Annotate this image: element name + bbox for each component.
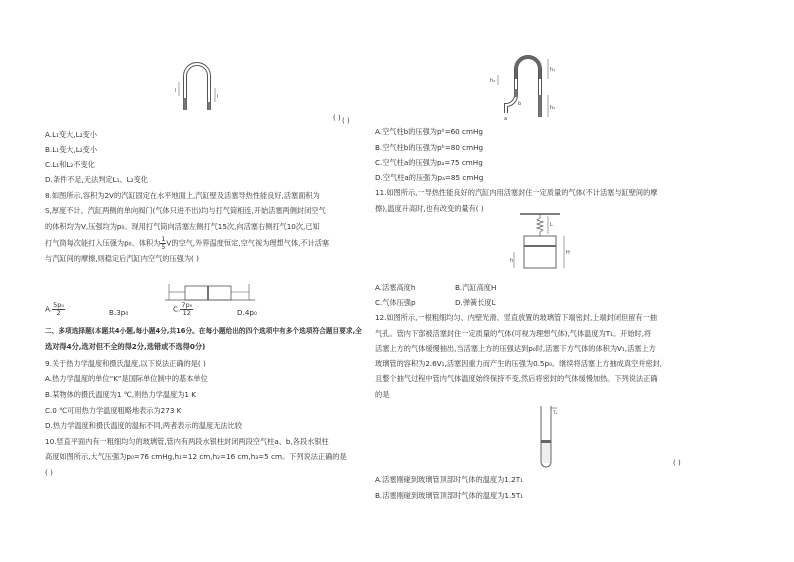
q12-line-5: 且整个抽气过程中管内气体温度始终保持不变,然后将密封的气体缓慢加热。下列说法正确 <box>375 374 658 383</box>
q8-option-c-frac <box>180 302 193 317</box>
u-tube-figure <box>175 62 235 112</box>
q8-frac-tail: V <box>166 238 172 248</box>
label-l2: l <box>217 94 219 100</box>
label-h2: h₂ <box>550 105 556 111</box>
glass-tube-figure <box>490 55 570 125</box>
q12-option-a: A.活塞刚碰到玻璃管顶部时气体的温度为1.2T₁ <box>375 475 523 484</box>
q10-line-1: 10.竖直平面内有一粗细均匀的玻璃管,管内有两段水银柱封闭两段空气柱a、b,各段水银柱 <box>45 437 329 446</box>
q7-option-d: D.条件不足,无法判定L₁、L₂变化 <box>45 175 148 184</box>
q9-stem: 9.关于热力学温度和摄氏温度,以下说法正确的是( ) <box>45 359 206 368</box>
label-h3: h₃ <box>490 78 496 84</box>
q12-line-6: 的是 <box>375 390 390 399</box>
q10-option-a: A.空气柱b的压强为pᵇ=60 cmHg <box>375 127 483 136</box>
q8-option-b: B.3p₀ <box>109 308 129 317</box>
q8-option-c-num: 7p₀ <box>181 301 193 309</box>
q8-option-a-num: 5p₀ <box>53 301 64 309</box>
q8-line-4-head: 打气筒每次能打入压强为p₀、体积为 <box>45 238 161 248</box>
q8-line-4 <box>45 236 329 251</box>
q8-option-c-den: 12 <box>182 309 191 317</box>
q8-option-a-label: A. <box>45 304 53 314</box>
q7-answer-paren: ( ) <box>342 117 350 125</box>
q8-option-a-frac <box>52 302 65 317</box>
q8-line-4-tail: 的空气,外界温度恒定,空气视为理想气体,不计活塞 <box>171 238 330 248</box>
label-h1: h₁ <box>550 67 556 73</box>
q9-option-c: C.0 ℃可用热力学温度粗略地表示为273 K <box>45 406 182 415</box>
q12-line-4: 玻璃管的容积为2.6V₁,活塞因重力而产生的压强为0.5p₀。继续将活塞上方抽成真空并密封, <box>375 359 663 368</box>
q8-option-a-den: 2 <box>56 309 61 317</box>
q11-option-a: A.活塞高度h <box>375 283 416 292</box>
q11-option-d: D.弹簧长度L <box>455 298 496 307</box>
q8-options <box>45 302 65 317</box>
q7-option-a: A.L₁变大,L₂变小 <box>45 130 97 139</box>
section2-line-2: 选对得4分,选对但不全的得2分,选错或不选得0分) <box>45 342 206 351</box>
q8-line-1: 8.如图所示,容积为2V的汽缸固定在水平地面上,汽缸壁及活塞导热性能良好,活塞面积为 <box>45 191 320 200</box>
q9-option-b: B.某物体的摄氏温度为1 ℃,则热力学温度为1 K <box>45 390 197 399</box>
q10-option-b: B.空气柱b的压强为pᵇ=80 cmHg <box>375 143 484 152</box>
q8-frac-den: 5 <box>161 243 166 251</box>
test-tube-figure <box>533 404 563 470</box>
label-T: T₁ <box>553 411 558 416</box>
label-h: h <box>510 258 514 264</box>
q12-line-1: 12.如图所示,一根粗细均匀、内壁光滑、竖直放置的玻璃管下端密封,上端封闭但留有一抽 <box>375 313 657 322</box>
q7-option-b: B.L₁变大,L₂变小 <box>45 145 98 154</box>
q8-option-c <box>173 302 193 317</box>
q8-option-d: D.4p₀ <box>237 308 257 317</box>
q11-option-c: C.气体压强p <box>375 298 416 307</box>
q8-option-c-label: C. <box>173 304 181 314</box>
q12-line-2: 气孔。管内下部被活塞封住一定质量的气体(可视为理想气体),气体温度为T₁。开始时,将 <box>375 329 652 338</box>
q8-frac-num: 1 <box>161 235 166 243</box>
q8-line-2: S,厚度不计。汽缸两侧的单向阀门(气体只进不出)均与打气筒相连,开始活塞两侧封闭空气 <box>45 206 326 215</box>
q11-line-1: 11.如图所示,一导热性能良好的汽缸内用活塞封住一定质量的气体(不计活塞与缸壁间的摩 <box>375 188 658 197</box>
q10-line-2: 高度如图所示,大气压强为p₀=76 cmHg,h₁=12 cm,h₂=16 cm,h₃=5 cm。下列说法正确的是 <box>45 452 347 461</box>
q10-option-c: C.空气柱a的压强为pₐ=75 cmHg <box>375 158 483 167</box>
q10-answer-paren: ( ) <box>333 114 341 122</box>
label-b: b <box>518 101 522 107</box>
q11-line-2: 擦),温度升高时,也有改变的量有( ) <box>375 204 484 213</box>
label-l1: l <box>175 88 177 94</box>
section2-line-1: 二、多项选择题(本题共4小题,每小题4分,共16分。在每小题给出的四个选项中有多个选项符合题目要求,全 <box>45 327 362 335</box>
q10-line-3: ( ) <box>45 468 53 477</box>
label-H: H <box>566 250 570 256</box>
q12-option-b: B.活塞刚碰到玻璃管顶部时气体的温度为1.5T₁ <box>375 491 524 500</box>
q8-line-5: 与汽缸间的摩擦,则稳定后汽缸内空气的压强为( ) <box>45 254 199 263</box>
q8-line-3: 的体积均为V,压强均为p₀。现用打气筒向活塞左侧打气15次,向活塞右侧打气10次,已知 <box>45 222 320 231</box>
q7-option-c: C.L₁和L₂不变化 <box>45 160 95 169</box>
q12-line-3: 活塞上方的气体缓慢抽出,当活塞上方的压强达到p₀时,活塞下方气体的体积为V₁,活塞上方 <box>375 344 656 353</box>
hanging-cylinder-figure <box>510 212 580 274</box>
q10-option-d: D.空气柱a的压强为pₐ=85 cmHg <box>375 173 484 182</box>
label-L: L <box>550 222 553 228</box>
cylinder-figure <box>165 280 255 302</box>
q11-option-b: B.汽缸高度H <box>455 283 497 292</box>
q9-option-a: A.热力学温度的单位“K”是国际单位制中的基本单位 <box>45 374 208 383</box>
label-a: a <box>504 116 508 122</box>
q12-answer-paren: ( ) <box>673 459 681 467</box>
q9-option-d: D.热力学温度和摄氏温度的温标不同,两者表示的温度无法比较 <box>45 421 242 430</box>
